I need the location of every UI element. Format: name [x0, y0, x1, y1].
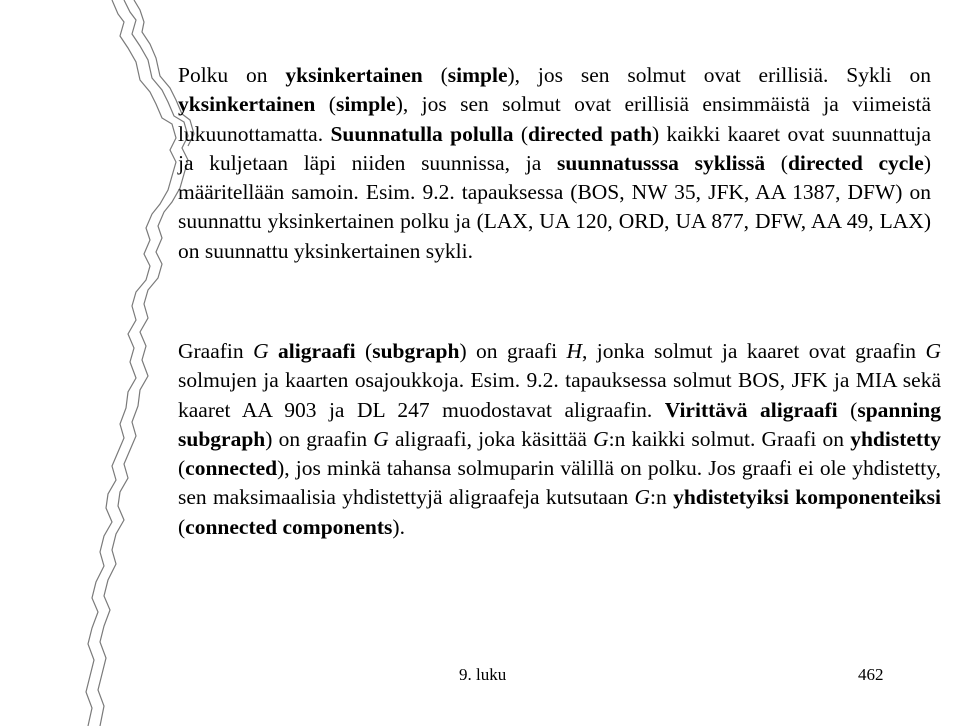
text-segment: yksinkertainen: [285, 63, 423, 87]
text-segment: spanning subgraph: [178, 397, 941, 451]
text-segment: suunnatusssa syklissä: [556, 150, 766, 175]
text-segment: G: [634, 485, 651, 510]
text-segment: Suunnatulla polulla: [330, 121, 514, 146]
text-segment: Graafin: [178, 339, 254, 363]
text-segment: ), jos sen solmut ovat erillisiä. Sykli on: [507, 63, 931, 87]
text-segment: G: [253, 339, 269, 363]
paragraph-subgraph-definitions: [178, 337, 941, 542]
text-segment: [269, 339, 278, 363]
text-segment: yhdistetyiksi komponenteiksi: [673, 485, 941, 510]
footer-chapter: 9. luku: [459, 665, 507, 684]
text-segment: yksinkertainen: [178, 92, 316, 117]
text-segment: ), jos sen solmut ovat erillisiä ensimmäistä ja viimeistä lukuunottamatta.: [178, 92, 931, 146]
text-segment: :n: [650, 485, 674, 510]
text-segment: aligraafi, joka käsittää: [388, 426, 594, 451]
text-segment: G: [373, 426, 389, 451]
text-segment: Virittävä aligraafi: [664, 397, 838, 422]
text-segment: G: [593, 426, 609, 451]
text-segment: H: [566, 339, 583, 363]
text-segment: yhdistetty: [850, 426, 941, 451]
text-segment: (: [837, 397, 858, 422]
text-segment: ) määritellään samoin. Esim. 9.2. tapauksessa (BOS, NW 35, JFK, AA 1387, DFW) on suunnattu yksinkertainen polku ja (LAX, UA 120, ORD, UA 877, DFW, AA 49, LAX) on suunnattu yksinkertainen sykli.: [178, 150, 931, 263]
text-segment: (: [315, 92, 336, 117]
text-segment: (: [355, 339, 373, 363]
paragraph-path-definitions: [178, 61, 931, 266]
text-segment: ).: [392, 514, 405, 539]
text-segment: ) on graafin: [265, 426, 374, 451]
text-segment: (: [422, 63, 448, 87]
text-segment: (: [178, 456, 186, 481]
text-segment: ) on graafi: [459, 339, 567, 363]
text-segment: directed path: [528, 121, 653, 146]
text-segment: (: [513, 121, 529, 146]
text-segment: Polku on: [178, 63, 286, 87]
text-segment: directed cycle: [787, 150, 924, 175]
torn-edge-decoration: [0, 0, 200, 726]
footer-page-number: 462: [858, 665, 884, 684]
text-segment: connected: [185, 456, 278, 481]
text-segment: G: [925, 339, 941, 363]
text-segment: subgraph: [372, 339, 460, 363]
text-segment: ), jos minkä tahansa solmuparin välillä on polku. Jos graafi ei ole yhdistetty, sen maksimaalisia yhdistettyjä aligraafeja kutsutaan: [178, 456, 941, 510]
text-segment: simple: [447, 63, 508, 87]
text-segment: connected components: [185, 514, 393, 539]
text-segment: :n kaikki solmut. Graafi on: [608, 426, 851, 451]
text-segment: simple: [335, 92, 396, 117]
text-segment: (: [178, 514, 186, 539]
text-segment: solmujen ja kaarten osajoukkoja. Esim. 9.2. tapauksessa solmut BOS, JFK ja MIA sekä kaaret AA 903 ja DL 247 muodostavat aligraafin.: [178, 368, 941, 422]
text-segment: (: [765, 150, 788, 175]
text-segment: ) kaikki kaaret ovat suunnattuja ja kuljetaan läpi niiden suunnissa, ja: [178, 121, 931, 175]
text-segment: , jonka solmut ja kaaret ovat graafin: [582, 339, 926, 363]
text-segment: aligraafi: [278, 339, 356, 363]
